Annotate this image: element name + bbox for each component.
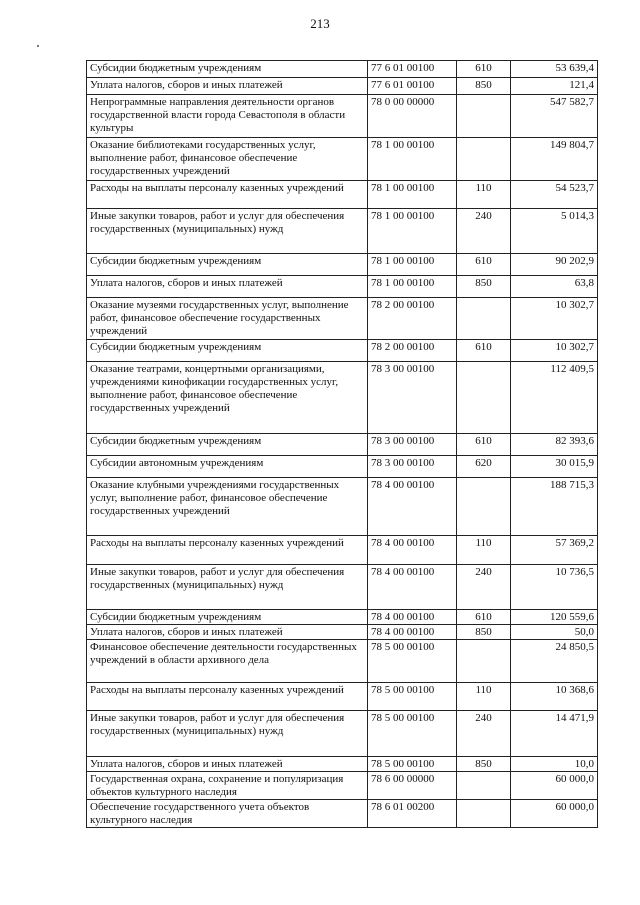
row-name-cell: Расходы на выплаты персоналу казенных учреждений bbox=[87, 683, 368, 711]
row-vr-cell bbox=[457, 640, 511, 683]
table-row bbox=[87, 209, 598, 254]
row-sum-cell: 10 302,7 bbox=[511, 298, 598, 340]
row-name-cell: Оказание клубными учреждениями государственных услуг, выполнение работ, финансовое обеспечение государственных учреждений bbox=[87, 478, 368, 536]
row-name-cell: Оказание театрами, концертными организациями, учреждениями кинофикации государственных услуг, выполнение работ, финансовое обеспечение государственных учреждений bbox=[87, 362, 368, 434]
page-number: 213 bbox=[310, 16, 330, 31]
row-name-cell: Иные закупки товаров, работ и услуг для обеспечения государственных (муниципальных) нужд bbox=[87, 565, 368, 610]
row-name-cell: Субсидии бюджетным учреждениям bbox=[87, 61, 368, 78]
row-vr-cell bbox=[457, 362, 511, 434]
row-csr-cell: 78 1 00 00100 bbox=[368, 254, 457, 276]
table-row bbox=[87, 95, 598, 138]
table-row bbox=[87, 181, 598, 209]
row-csr-cell: 77 6 01 00100 bbox=[368, 78, 457, 95]
row-name-cell: Уплата налогов, сборов и иных платежей bbox=[87, 757, 368, 772]
row-vr-cell bbox=[457, 800, 511, 828]
row-name-cell: Уплата налогов, сборов и иных платежей bbox=[87, 276, 368, 298]
table-row bbox=[87, 456, 598, 478]
row-name-cell: Расходы на выплаты персоналу казенных учреждений bbox=[87, 536, 368, 565]
row-sum-cell: 63,8 bbox=[511, 276, 598, 298]
table-row bbox=[87, 276, 598, 298]
table-row bbox=[87, 298, 598, 340]
table-row bbox=[87, 772, 598, 800]
row-csr-cell: 78 4 00 00100 bbox=[368, 565, 457, 610]
table-row bbox=[87, 434, 598, 456]
table-row bbox=[87, 757, 598, 772]
row-csr-cell: 78 4 00 00100 bbox=[368, 625, 457, 640]
row-sum-cell: 82 393,6 bbox=[511, 434, 598, 456]
row-name-cell: Финансовое обеспечение деятельности государственных учреждений в области архивного дела bbox=[87, 640, 368, 683]
row-csr-cell: 78 1 00 00100 bbox=[368, 209, 457, 254]
row-vr-cell: 110 bbox=[457, 536, 511, 565]
row-sum-cell: 547 582,7 bbox=[511, 95, 598, 138]
row-csr-cell: 78 2 00 00100 bbox=[368, 340, 457, 362]
table-row bbox=[87, 565, 598, 610]
row-sum-cell: 24 850,5 bbox=[511, 640, 598, 683]
row-csr-cell: 78 1 00 00100 bbox=[368, 181, 457, 209]
table-row bbox=[87, 78, 598, 95]
table-row bbox=[87, 61, 598, 78]
table-row bbox=[87, 800, 598, 828]
row-name-cell: Субсидии бюджетным учреждениям bbox=[87, 340, 368, 362]
table-row bbox=[87, 254, 598, 276]
row-vr-cell: 240 bbox=[457, 711, 511, 757]
row-sum-cell: 5 014,3 bbox=[511, 209, 598, 254]
row-vr-cell: 610 bbox=[457, 254, 511, 276]
row-sum-cell: 10 302,7 bbox=[511, 340, 598, 362]
row-name-cell: Иные закупки товаров, работ и услуг для обеспечения государственных (муниципальных) нужд bbox=[87, 209, 368, 254]
row-vr-cell: 850 bbox=[457, 276, 511, 298]
row-vr-cell: 850 bbox=[457, 757, 511, 772]
row-csr-cell: 78 1 00 00100 bbox=[368, 276, 457, 298]
row-sum-cell: 57 369,2 bbox=[511, 536, 598, 565]
row-csr-cell: 78 1 00 00100 bbox=[368, 138, 457, 181]
row-name-cell: Уплата налогов, сборов и иных платежей bbox=[87, 625, 368, 640]
row-vr-cell: 110 bbox=[457, 683, 511, 711]
table-row bbox=[87, 625, 598, 640]
row-vr-cell: 240 bbox=[457, 565, 511, 610]
table-row bbox=[87, 640, 598, 683]
row-vr-cell: 610 bbox=[457, 434, 511, 456]
row-name-cell: Субсидии бюджетным учреждениям bbox=[87, 434, 368, 456]
row-csr-cell: 78 5 00 00100 bbox=[368, 683, 457, 711]
row-sum-cell: 112 409,5 bbox=[511, 362, 598, 434]
row-vr-cell bbox=[457, 478, 511, 536]
row-vr-cell: 850 bbox=[457, 78, 511, 95]
row-csr-cell: 78 4 00 00100 bbox=[368, 536, 457, 565]
row-sum-cell: 149 804,7 bbox=[511, 138, 598, 181]
row-csr-cell: 77 6 01 00100 bbox=[368, 61, 457, 78]
row-csr-cell: 78 6 01 00200 bbox=[368, 800, 457, 828]
row-sum-cell: 53 639,4 bbox=[511, 61, 598, 78]
row-sum-cell: 50,0 bbox=[511, 625, 598, 640]
row-sum-cell: 120 559,6 bbox=[511, 610, 598, 625]
row-csr-cell: 78 6 00 00000 bbox=[368, 772, 457, 800]
row-sum-cell: 54 523,7 bbox=[511, 181, 598, 209]
row-sum-cell: 60 000,0 bbox=[511, 772, 598, 800]
row-name-cell: Оказание музеями государственных услуг, выполнение работ, финансовое обеспечение государственных учреждений bbox=[87, 298, 368, 340]
row-vr-cell: 610 bbox=[457, 340, 511, 362]
row-sum-cell: 60 000,0 bbox=[511, 800, 598, 828]
row-name-cell: Иные закупки товаров, работ и услуг для обеспечения государственных (муниципальных) нужд bbox=[87, 711, 368, 757]
row-vr-cell: 110 bbox=[457, 181, 511, 209]
row-csr-cell: 78 5 00 00100 bbox=[368, 640, 457, 683]
row-name-cell: Расходы на выплаты персоналу казенных учреждений bbox=[87, 181, 368, 209]
row-sum-cell: 188 715,3 bbox=[511, 478, 598, 536]
row-csr-cell: 78 0 00 00000 bbox=[368, 95, 457, 138]
row-vr-cell bbox=[457, 298, 511, 340]
row-name-cell: Оказание библиотеками государственных услуг, выполнение работ, финансовое обеспечение государственных учреждений bbox=[87, 138, 368, 181]
budget-table-body bbox=[87, 61, 598, 828]
row-name-cell: Уплата налогов, сборов и иных платежей bbox=[87, 78, 368, 95]
table-row bbox=[87, 536, 598, 565]
budget-table bbox=[86, 60, 598, 828]
table-row bbox=[87, 610, 598, 625]
row-sum-cell: 121,4 bbox=[511, 78, 598, 95]
row-vr-cell: 610 bbox=[457, 61, 511, 78]
row-sum-cell: 90 202,9 bbox=[511, 254, 598, 276]
row-csr-cell: 78 4 00 00100 bbox=[368, 478, 457, 536]
row-name-cell: Субсидии бюджетным учреждениям bbox=[87, 610, 368, 625]
table-row bbox=[87, 711, 598, 757]
row-name-cell: Субсидии автономным учреждениям bbox=[87, 456, 368, 478]
table-row bbox=[87, 340, 598, 362]
row-csr-cell: 78 4 00 00100 bbox=[368, 610, 457, 625]
row-name-cell: Обеспечение государственного учета объектов культурного наследия bbox=[87, 800, 368, 828]
row-vr-cell: 620 bbox=[457, 456, 511, 478]
table-row bbox=[87, 478, 598, 536]
row-vr-cell bbox=[457, 95, 511, 138]
row-csr-cell: 78 3 00 00100 bbox=[368, 456, 457, 478]
row-csr-cell: 78 3 00 00100 bbox=[368, 362, 457, 434]
row-csr-cell: 78 2 00 00100 bbox=[368, 298, 457, 340]
row-sum-cell: 30 015,9 bbox=[511, 456, 598, 478]
row-sum-cell: 10,0 bbox=[511, 757, 598, 772]
row-vr-cell bbox=[457, 772, 511, 800]
row-sum-cell: 10 736,5 bbox=[511, 565, 598, 610]
row-vr-cell bbox=[457, 138, 511, 181]
table-row bbox=[87, 683, 598, 711]
row-csr-cell: 78 3 00 00100 bbox=[368, 434, 457, 456]
row-sum-cell: 10 368,6 bbox=[511, 683, 598, 711]
row-name-cell: Субсидии бюджетным учреждениям bbox=[87, 254, 368, 276]
row-name-cell: Государственная охрана, сохранение и популяризация объектов культурного наследия bbox=[87, 772, 368, 800]
row-sum-cell: 14 471,9 bbox=[511, 711, 598, 757]
table-row bbox=[87, 362, 598, 434]
scan-artifact bbox=[37, 45, 39, 47]
row-name-cell: Непрограммные направления деятельности органов государственной власти города Севастополя в области культуры bbox=[87, 95, 368, 138]
table-row bbox=[87, 138, 598, 181]
row-csr-cell: 78 5 00 00100 bbox=[368, 757, 457, 772]
row-csr-cell: 78 5 00 00100 bbox=[368, 711, 457, 757]
row-vr-cell: 610 bbox=[457, 610, 511, 625]
row-vr-cell: 850 bbox=[457, 625, 511, 640]
row-vr-cell: 240 bbox=[457, 209, 511, 254]
